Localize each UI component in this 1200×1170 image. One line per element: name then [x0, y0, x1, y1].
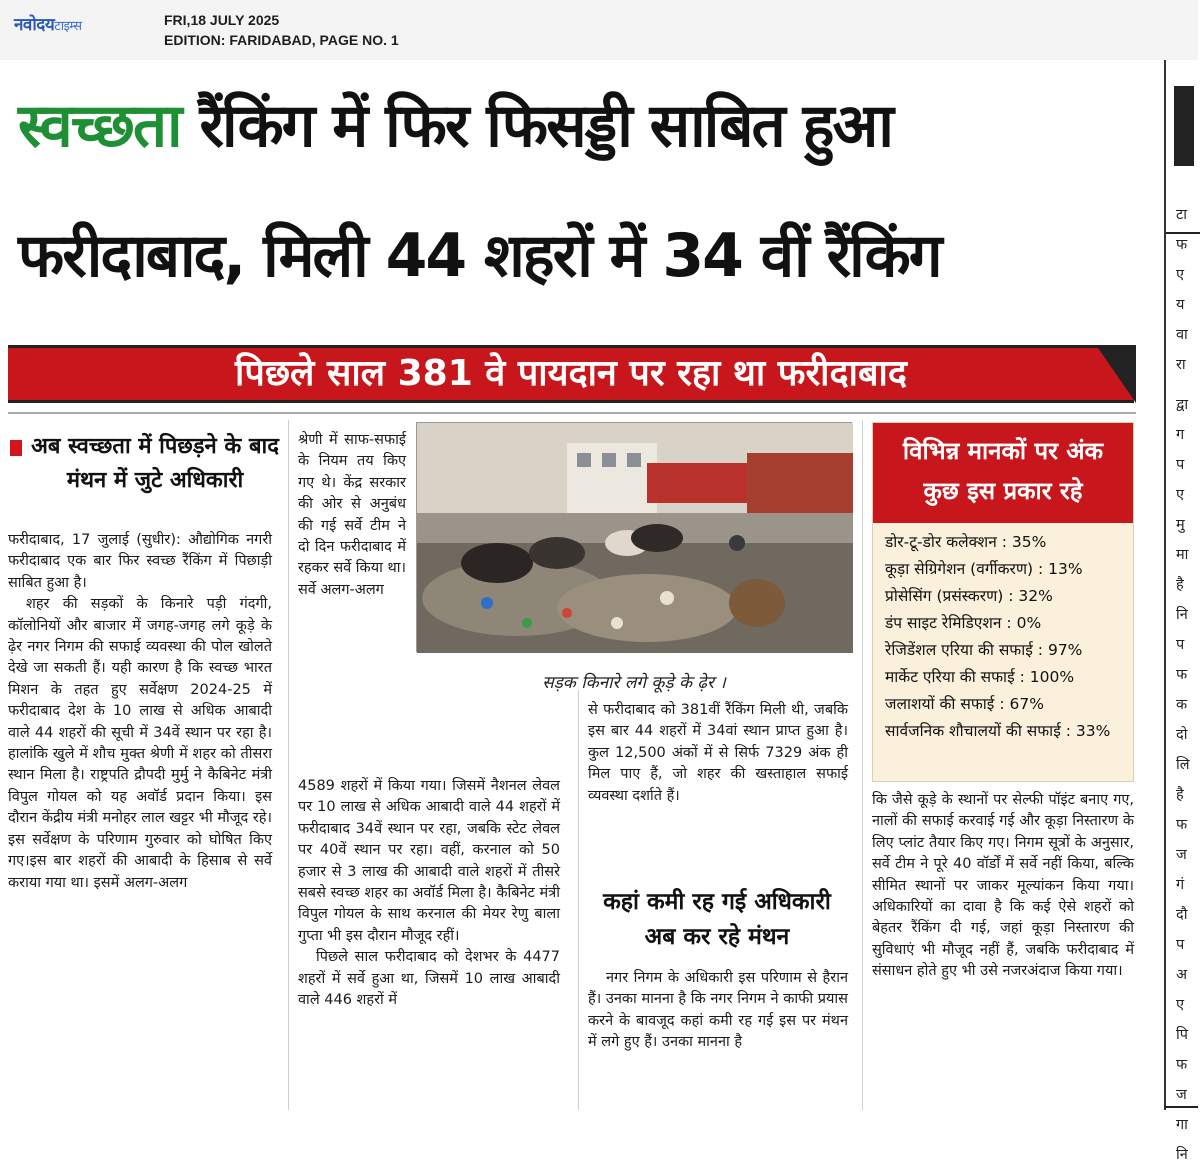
text-fragment: ए [1176, 487, 1185, 503]
article-column-1 [8, 530, 272, 894]
article-column-2-top [298, 430, 406, 601]
subheading-1-text: अब स्वच्छता में पिछड़ने के बाद मंथन में जुटे अधिकारी [31, 434, 279, 493]
subheading-1 [10, 430, 280, 498]
text-fragment: प [1176, 637, 1185, 653]
text-fragment: ज [1176, 1087, 1187, 1103]
text-fragment: है [1176, 787, 1184, 803]
paragraph: से फरीदाबाद को 381वीं रैंकिंग मिली थी, जबकि इस बार 44 शहरों में 34वां स्थान प्राप्त हुआ है। कुल 12,500 अंकों में से सिर्फ 7329 अंक ही मिल पाए हैं, जो शहर की खस्ताहाल सफाई व्यवस्था दर्शाते हैं। [588, 702, 848, 804]
score-item: डोर-टू-डोर कलेक्शन : 35% [885, 533, 1047, 551]
paragraph: फरीदाबाद, 17 जुलाई (सुधीर): औद्योगिक नगरी फरीदाबाद एक बार फिर स्वच्छ रैंकिंग में पिछाड़ी साबित हुआ है। [8, 532, 272, 591]
text-fragment: मु [1176, 517, 1185, 533]
paragraph: नगर निगम के अधिकारी इस परिणाम से हैरान हैं। उनका मानना है कि नगर निगम ने काफी प्रयास करने के बावजूद कहां कमी रह गई इस पर मंथन में लगे हुए हैं। उनका मानना है [588, 970, 848, 1051]
issue-date: FRI,18 JULY 2025 [164, 12, 280, 28]
logo-main: नवोदय [14, 15, 55, 35]
text-fragment: नि [1176, 607, 1188, 623]
headline-line-1-rest: रैंकिंग में फिर फिसड्डी साबित हुआ [199, 91, 892, 161]
text-fragment: मा [1176, 547, 1189, 563]
score-item: रेजिडेंशल एरिया की सफाई : 97% [885, 641, 1083, 659]
adjacent-article-strip [1164, 60, 1198, 1163]
banner-text: पिछले साल 381 वे पायदान पर रहा था फरीदाबाद [235, 353, 907, 394]
article-column-3-top [588, 700, 848, 807]
text-fragment: फ [1176, 1057, 1188, 1073]
score-infobox [872, 422, 1134, 782]
newspaper-logo [14, 12, 82, 35]
text-fragment: अ [1176, 967, 1188, 983]
text-fragment: फ [1176, 817, 1188, 833]
divider [8, 412, 1136, 414]
text-fragment: गा [1176, 1117, 1188, 1133]
text-fragment: दो [1176, 727, 1188, 743]
divider [1164, 1106, 1198, 1108]
text-fragment: ज [1176, 847, 1187, 863]
masthead [0, 0, 1198, 60]
text-fragment: वा [1176, 327, 1188, 343]
text-fragment: ए [1176, 997, 1185, 1013]
score-item: प्रोसेसिंग (प्रसंस्करण) : 32% [885, 587, 1053, 605]
text-fragment: प [1176, 457, 1185, 473]
infobox-title [873, 423, 1133, 523]
subheading-2: कहां कमी रह गई अधिकारी अब कर रहे मंथन [603, 889, 831, 950]
red-banner [8, 345, 1134, 403]
text-fragment: दौ [1176, 907, 1188, 923]
text-fragment: गं [1176, 877, 1185, 893]
text-fragment: है [1176, 577, 1184, 593]
column-divider [862, 420, 863, 1110]
photo-illustration [417, 423, 853, 653]
headline-line-2: फरीदाबाद, मिली 44 शहरों में 34 वीं रैंकिंग [18, 221, 941, 291]
infobox-title-line-2: कुछ इस प्रकार रहे [923, 477, 1083, 505]
paragraph: पिछले साल फरीदाबाद को देशभर के 4477 शहरों में सर्वे हुआ था, जिसमें 10 लाख आबादी वाले 446 शहरों में [298, 949, 560, 1009]
paragraph: श्रेणी में साफ-सफाई के नियम तय किए गए थे। केंद्र सरकार की ओर से अनुबंध की गई सर्वे टीम ने दो दिन फरीदाबाद में रहकर सर्वे किया था। सर्वे अलग-अलग [298, 432, 406, 598]
text-fragment: य [1176, 297, 1185, 313]
edition-label: EDITION: FARIDABAD, PAGE NO. 1 [164, 32, 399, 48]
article-column-4 [872, 790, 1134, 983]
column-divider [578, 690, 579, 1110]
text-fragment: पि [1176, 1027, 1188, 1043]
banner-corner [1096, 345, 1136, 403]
headline-line-1 [18, 86, 892, 166]
score-list [873, 523, 1133, 745]
column-divider [288, 420, 289, 1110]
score-item: मार्केट एरिया की सफाई : 100% [885, 668, 1075, 686]
infobox-title-line-1: विभिन्न मानकों पर अंक [902, 437, 1104, 465]
article-column-2 [298, 776, 560, 1011]
adjacent-headline-fragment [1174, 86, 1194, 166]
text-fragment: फ [1176, 667, 1188, 683]
text-fragment: नि [1176, 1147, 1188, 1163]
paragraph: शहर की सड़कों के किनारे पड़ी गंदगी, कॉलोनियों और बाजार में जगह-जगह लगे कूड़े के ढ़ेर नगर निगम की सफाई व्यवस्था की पोल खोलते देखे जा सकती हैं। यही कारण है कि स्वच्छ भारत मिशन के तहत हुए सर्वेक्षण 2024-25 में फरीदाबाद देश के 10 लाख से अधिक आबादी वाले 44 शहरों की सूची में 34वें स्थान पर रहा है। हालांकि खुले में शौच मुक्त श्रेणी में शहर को तीसरा स्थान मिला है। राष्ट्रपति द्रौपदी मुर्मु ने कैबिनेट मंत्री विपुल गोयल को यह अवॉर्ड प्रदान किया। इस दौरान केंद्रीय मंत्री मनोहर लाल खट्टर भी मौजूद रहे। इस सर्वेक्षण के परिणाम गुरुवार को घोषित किए गए।इस बार शहरों की आबादी के हिसाब से सर्वे कराया गया था। इसमें अलग-अलग [8, 596, 272, 891]
photo-caption: सड़क किनारे लगे कूड़े के ढ़ेर । [542, 673, 726, 693]
text-fragment: रा [1176, 357, 1186, 373]
paragraph: 4589 शहरों में किया गया। जिसमें नैशनल लेवल पर 10 लाख से अधिक आबादी वाले 44 शहरों में फरीदाबाद 34वें स्थान पर रहा, जबकि स्टेट लेवल पर 40वें स्थान पर रहा। वहीं, करनाल को 50 हजार से 3 लाख की आबादी वाले शहरों में तीसरे सबसे स्वच्छ शहर का अवॉर्ड मिला है। कैबिनेट मंत्री विपुल गोयल के साथ करनाल की मेयर रेणु बाला गुप्ता भी इस दौरान मौजूद रहीं। [298, 778, 560, 944]
bullet-square-icon [10, 440, 22, 456]
text-fragment: टा [1176, 207, 1188, 223]
article-column-3-bottom [588, 968, 848, 1054]
text-fragment: ग [1176, 427, 1185, 443]
text-fragment: ए [1176, 267, 1185, 283]
logo-sub: टाइम्स [54, 19, 82, 34]
score-item: डंप साइट रेमिडिएशन : 0% [885, 614, 1042, 632]
paragraph: कि जैसे कूड़े के स्थानों पर सेल्फी पॉइंट बनाए गए, नालों की सफाई करवाई गई और कूड़ा निस्तारण के लिए प्लांट तैयार किए गए। निगम सूत्रों के अनुसार, सर्वे टीम ने पूरे 40 वॉर्डों में सर्वे नहीं किया, बल्कि सीमित स्थानों पर जाकर मूल्यांकन किया गया। अधिकारियों का दावा है कि कई ऐसे शहरों को बेहतर रैंकिंग दी गई, जहां कूड़ा निस्तारण की सुविधाएं भी मौजूद नहीं हैं, जबकि फरीदाबाद में संसाधन होते हुए भी उसे नजरअंदाज किया गया। [872, 792, 1134, 980]
text-fragment: क [1176, 697, 1188, 713]
text-fragment: प [1176, 937, 1185, 953]
text-fragment: लि [1176, 757, 1190, 773]
garbage-photo [416, 422, 852, 652]
edition-info [164, 10, 399, 50]
score-item: कूड़ा सेग्रिगेशन (वर्गीकरण) : 13% [885, 560, 1083, 578]
text-fragment: फ [1176, 237, 1188, 253]
score-item: सार्वजनिक शौचालयों की सफाई : 33% [885, 722, 1111, 740]
text-fragment: द्वा [1176, 397, 1189, 413]
score-item: जलाशयों की सफाई : 67% [885, 695, 1044, 713]
headline-highlight: स्वच्छता [18, 91, 181, 161]
